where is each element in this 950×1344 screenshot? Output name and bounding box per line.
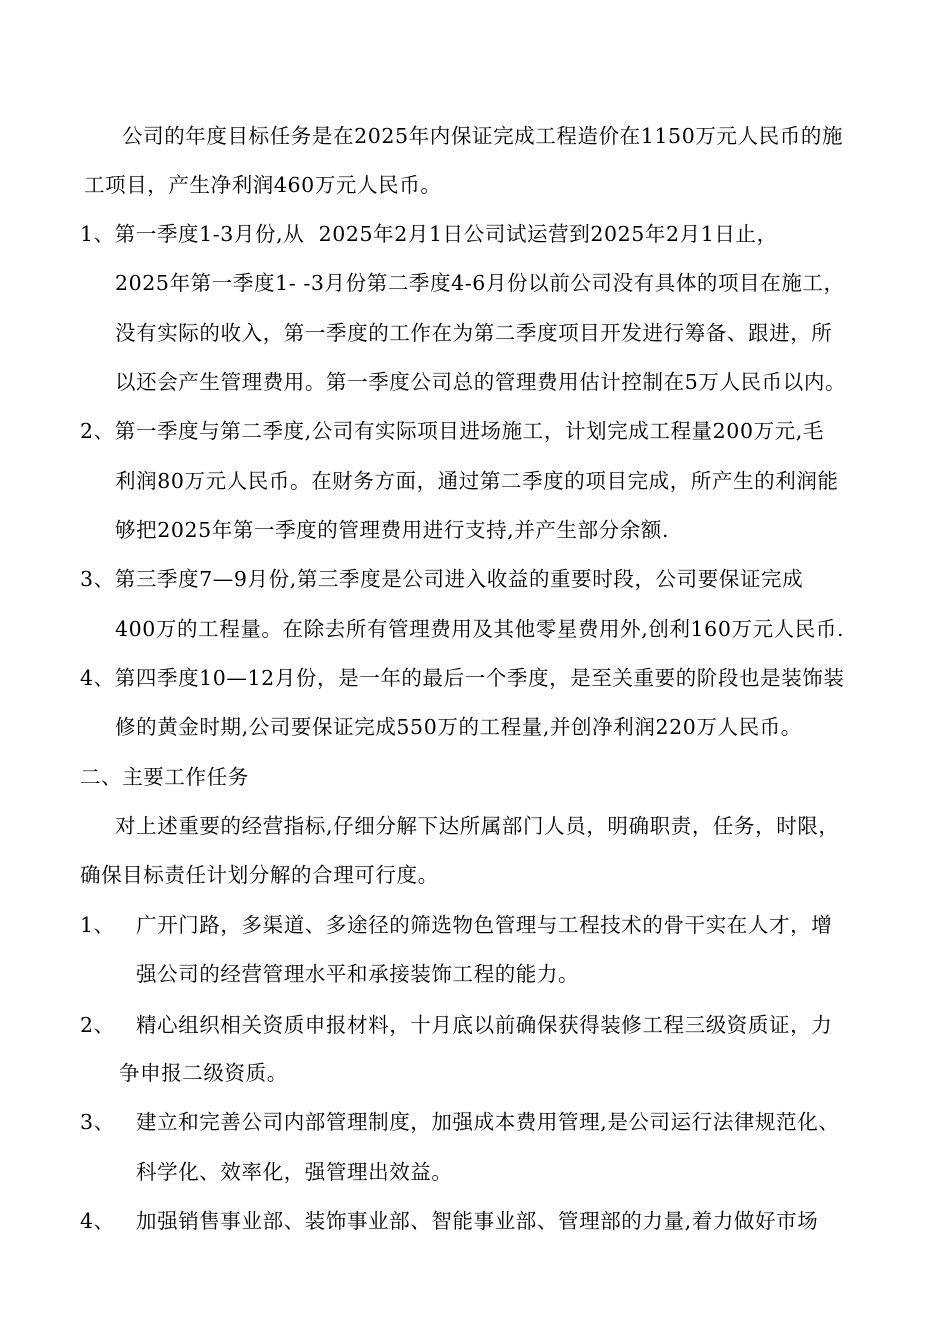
section-2-intro-line-2: 确保目标责任计划分解的合理可行度。 [80, 863, 439, 887]
section-2-intro-line-1: 对上述重要的经营指标,仔细分解下达所属部门人员，明确职责，任务，时限， [115, 814, 840, 838]
target-1-line-3: 没有实际的收入，第一季度的工作在为第二季度项目开发进行筹备、跟进，所 [115, 321, 833, 345]
task-2-line-1: 精心组织相关资质申报材料，十月底以前确保获得装修工程三级资质证，力 [136, 1013, 833, 1037]
task-3-number: 3、 [80, 1110, 115, 1134]
target-2-line-3: 够把2025年第一季度的管理费用进行支持,并产生部分余额. [115, 518, 670, 542]
target-3-line-1: 3、第三季度7—9月份,第三季度是公司进入收益的重要时段，公司要保证完成 [80, 567, 804, 591]
target-1-line-1: 1、第一季度1-3月份,从 2025年2月1日公司试运营到2025年2月1日止， [80, 222, 778, 246]
target-2-line-2: 利润80万元人民币。在财务方面，通过第二季度的项目完成，所产生的利润能 [115, 469, 839, 493]
task-2-line-2: 争申报二级资质。 [119, 1061, 288, 1085]
target-2-line-1: 2、第一季度与第二季度,公司有实际项目进场施工，计划完成工程量200万元,毛 [80, 419, 825, 443]
target-4-line-2: 修的黄金时期,公司要保证完成550万的工程量,并创净利润220万人民币。 [115, 715, 802, 739]
section-2-heading: 二、主要工作任务 [80, 765, 249, 789]
task-4-number: 4、 [80, 1209, 115, 1233]
target-3-line-2: 400万的工程量。在除去所有管理费用及其他零星费用外,创利160万元人民币. [115, 617, 845, 641]
task-1-number: 1、 [80, 913, 115, 937]
task-3-line-1: 建立和完善公司内部管理制度，加强成本费用管理,是公司运行法律规范化、 [136, 1110, 840, 1134]
target-4-line-1: 4、第四季度10—12月份，是一年的最后一个季度，是至关重要的阶段也是装饰装 [80, 666, 845, 690]
task-4-line-1: 加强销售事业部、装饰事业部、智能事业部、管理部的力量,着力做好市场 [136, 1209, 819, 1233]
task-2-number: 2、 [80, 1013, 115, 1037]
task-3-line-2: 科学化、效率化，强管理出效益。 [136, 1160, 453, 1184]
task-1-line-2: 强公司的经营管理水平和承接装饰工程的能力。 [136, 962, 580, 986]
intro-line-1: 公司的年度目标任务是在2025年内保证完成工程造价在1150万元人民币的施 [122, 124, 844, 148]
intro-line-2: 工项目，产生净利润460万元人民币。 [84, 173, 442, 197]
task-1-line-1: 广开门路，多渠道、多途径的筛选物色管理与工程技术的骨干实在人才，增 [136, 913, 833, 937]
target-1-line-4: 以还会产生管理费用。第一季度公司总的管理费用估计控制在5万人民币以内。 [115, 370, 847, 394]
target-1-line-2: 2025年第一季度1- -3月份第二季度4-6月份以前公司没有具体的项目在施工， [115, 271, 845, 295]
